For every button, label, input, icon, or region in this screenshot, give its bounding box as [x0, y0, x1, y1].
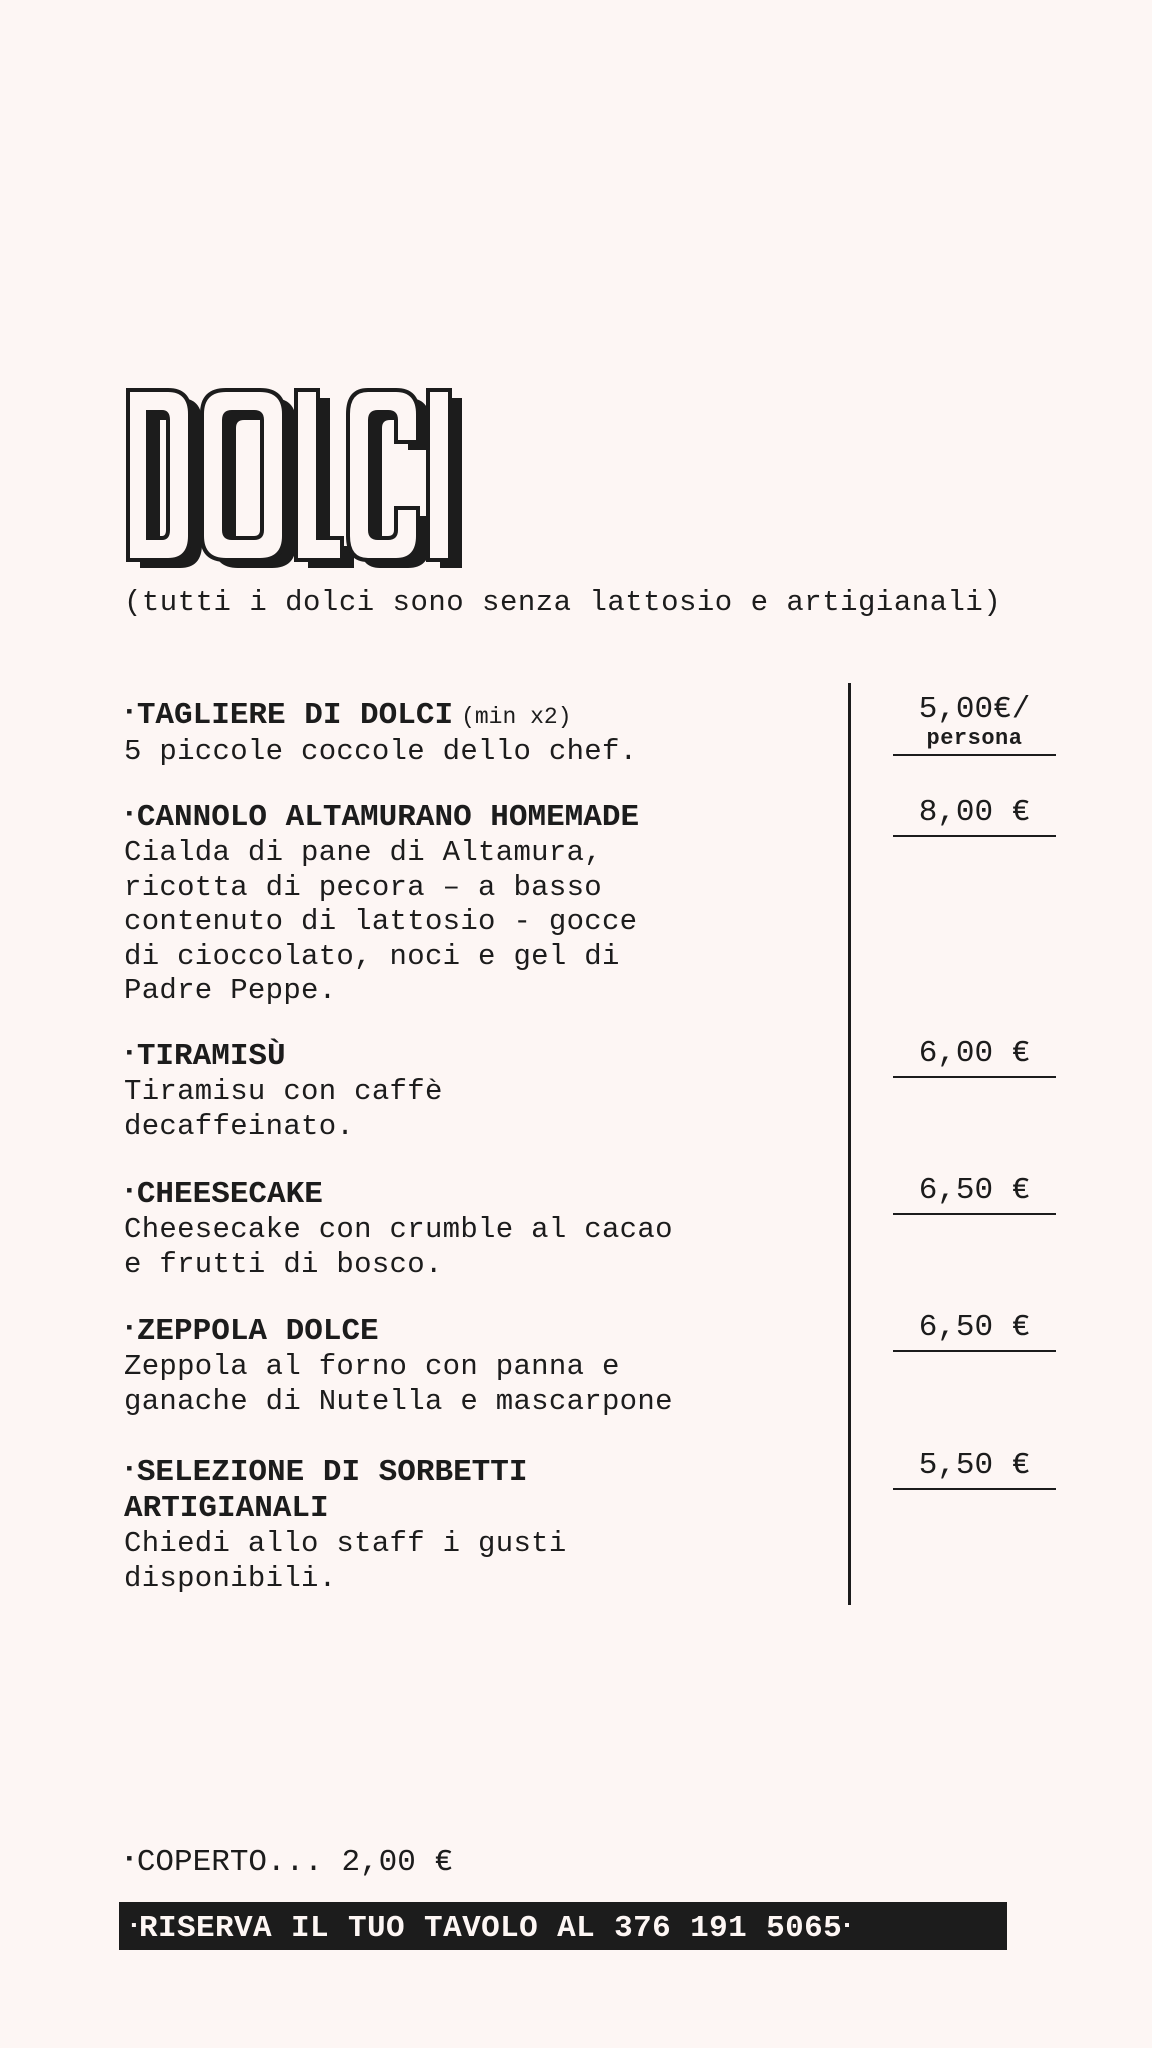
item-price: 5,50 €: [893, 1448, 1056, 1490]
menu-item: [124, 1036, 814, 1144]
item-name: TAGLIERE DI DOLCI: [136, 698, 454, 733]
item-description: Cialda di pane di Altamura, ricotta di pecora – a basso contenuto di lattosio - gocce di cioccolato, noci e gel di Padre Peppe.: [124, 836, 638, 1007]
bullet-icon: ▪: [124, 1182, 135, 1202]
item-description: Cheesecake con crumble al cacao e frutti di bosco.: [124, 1213, 673, 1281]
item-price: 6,50 €: [893, 1310, 1056, 1352]
bullet-icon: ▪: [842, 1917, 853, 1935]
item-name: CANNOLO ALTAMURANO HOMEMADE: [136, 800, 640, 835]
item-price: [893, 692, 1056, 756]
item-name: TIRAMISÙ: [136, 1039, 286, 1074]
bullet-icon: ▪: [124, 1319, 135, 1339]
item-name-row: [124, 1174, 814, 1213]
item-name: CHEESECAKE: [136, 1177, 323, 1212]
item-name: SELEZIONE DI SORBETTI ARTIGIANALI: [124, 1455, 528, 1526]
menu-title-lettering: [124, 386, 464, 576]
menu-item: [124, 797, 814, 1009]
bullet-icon: ▪: [124, 1850, 135, 1870]
item-name-row: [124, 1452, 814, 1527]
item-price: 6,00 €: [893, 1036, 1056, 1078]
menu-item: [124, 1174, 814, 1282]
column-divider: [848, 683, 851, 1605]
bullet-icon: ▪: [124, 1460, 135, 1480]
menu-item: [124, 1311, 814, 1419]
item-name-row: [124, 1036, 814, 1075]
item-note: (min x2): [461, 704, 572, 730]
bullet-icon: ▪: [124, 1044, 135, 1064]
menu-item: [124, 1452, 814, 1596]
item-name: ZEPPOLA DOLCE: [136, 1314, 379, 1349]
coperto-text: COPERTO... 2,00 €: [136, 1845, 454, 1880]
menu-subtitle: (tutti i dolci sono senza lattosio e artigianali): [124, 586, 1002, 619]
coperto-line: [124, 1845, 453, 1880]
item-price: 8,00 €: [893, 795, 1056, 837]
menu-item: [124, 695, 814, 770]
item-description: 5 piccole coccole dello chef.: [124, 735, 638, 768]
menu-title: [124, 386, 464, 576]
reservation-banner: [119, 1902, 1007, 1950]
item-name-row: [124, 797, 814, 836]
reservation-text: RISERVA IL TUO TAVOLO AL 376 191 5065: [139, 1911, 843, 1946]
item-name-row: [124, 695, 814, 735]
bullet-icon: ▪: [129, 1917, 140, 1935]
item-description: Zeppola al forno con panna e ganache di Nutella e mascarpone: [124, 1350, 673, 1418]
item-price-unit: persona: [926, 726, 1023, 751]
item-name-row: [124, 1311, 814, 1350]
bullet-icon: ▪: [124, 805, 135, 825]
item-description: Tiramisu con caffè decaffeinato.: [124, 1075, 443, 1143]
bullet-icon: ▪: [124, 703, 135, 723]
item-description: Chiedi allo staff i gusti disponibili.: [124, 1527, 567, 1595]
item-price: 6,50 €: [893, 1173, 1056, 1215]
item-price-value: 5,00€/: [918, 692, 1031, 727]
